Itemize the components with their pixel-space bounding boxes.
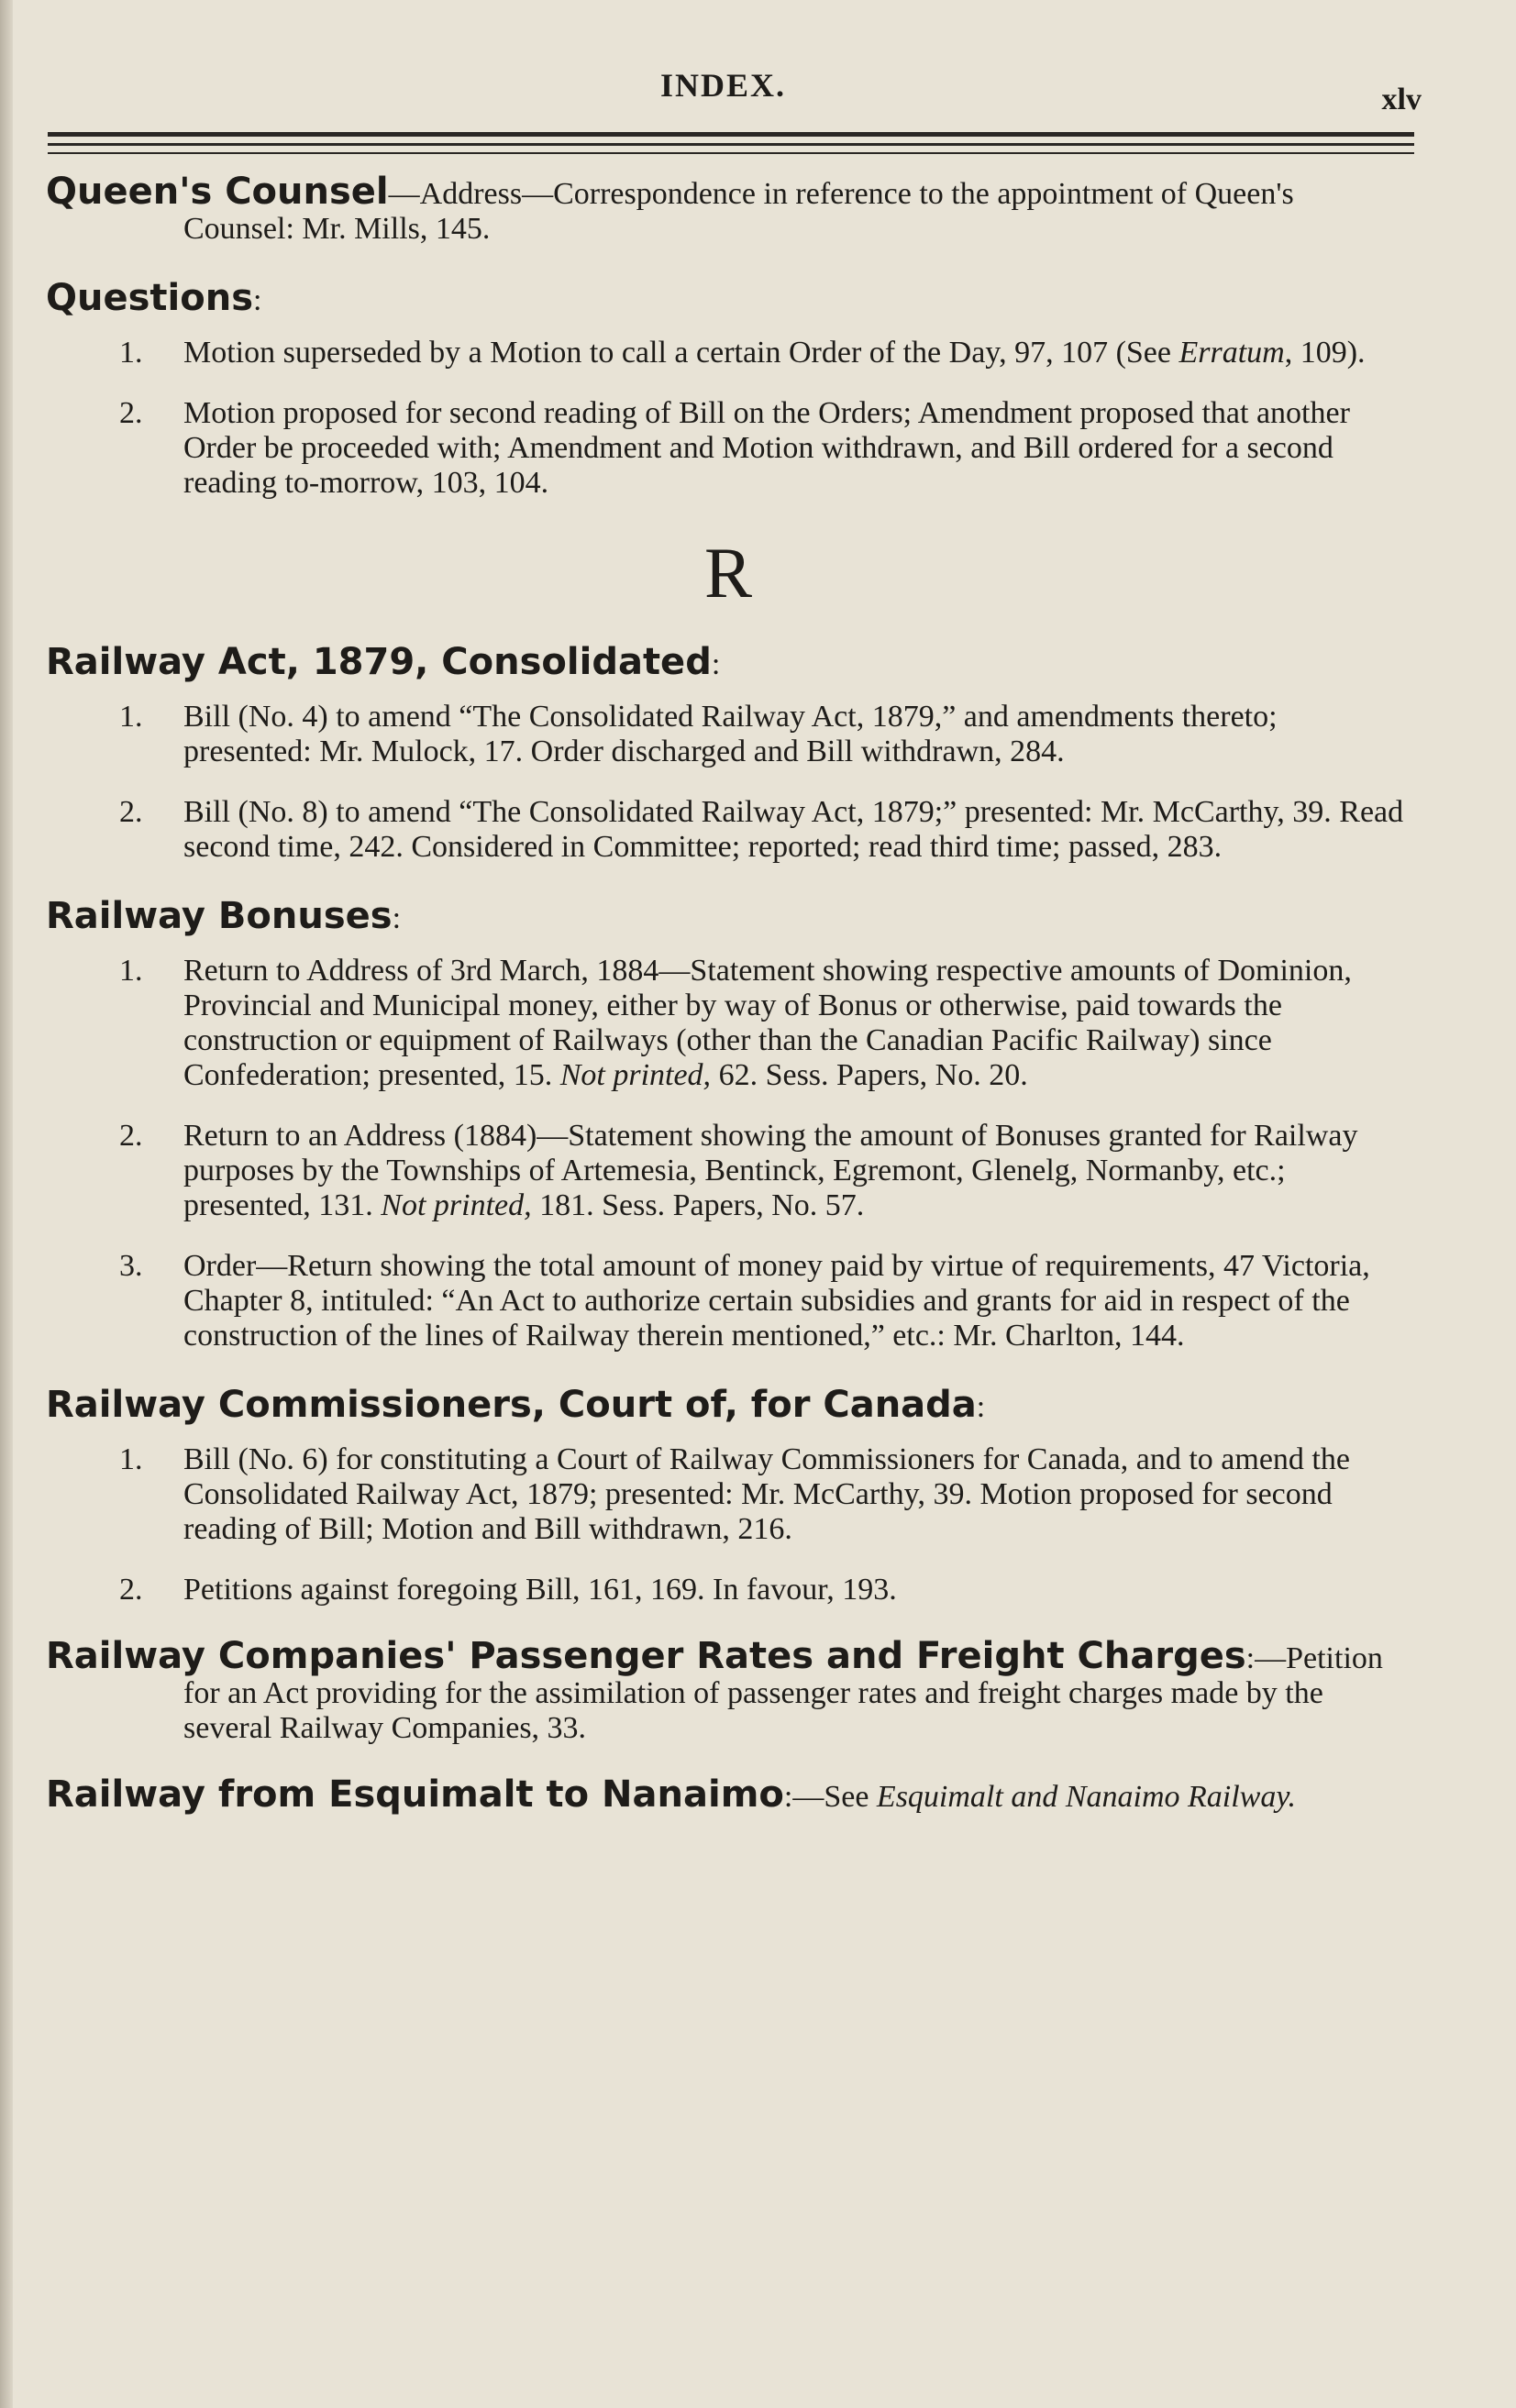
header-rule-thick	[48, 132, 1414, 137]
list-item	[46, 1573, 1412, 1607]
item-number: 1.	[119, 336, 143, 370]
sub-list	[46, 1442, 1412, 1607]
entry-heading: Railway Commissioners, Court of, for Canada:	[46, 1384, 986, 1426]
item-number: 1.	[119, 954, 143, 988]
item-text: Motion superseded by a Motion to call a certain Order of the Day, 97, 107 (See	[183, 336, 1179, 370]
entry-railway-companies	[46, 1635, 1412, 1746]
entry-questions	[46, 278, 1412, 501]
entry-text: Address—Correspondence in reference to the appointment of Queen's Counsel: Mr. Mills, 145.	[183, 177, 1294, 246]
list-item	[46, 1119, 1412, 1223]
entry-heading: Railway Companies' Passenger Rates and Freight Charges	[46, 1635, 1246, 1677]
running-header	[37, 66, 1422, 116]
header-title: INDEX.	[660, 67, 787, 104]
entry-heading-text: Railway Bonuses	[46, 895, 393, 937]
list-item	[46, 954, 1412, 1093]
entry-heading-text: Questions	[46, 277, 254, 319]
sub-list	[46, 954, 1412, 1353]
page-binding-edge	[0, 0, 13, 2408]
item-text-after: , 109).	[1284, 336, 1366, 370]
item-italic: Not printed,	[559, 1058, 712, 1092]
entry-heading: Railway Bonuses:	[46, 895, 402, 937]
item-number: 2.	[119, 1119, 143, 1153]
list-item	[46, 795, 1412, 865]
item-number: 1.	[119, 700, 143, 734]
index-content	[46, 171, 1412, 1846]
header-rule-middle	[48, 143, 1414, 146]
entry-railway-companies-text	[46, 1635, 1412, 1746]
entry-heading-text: Railway Act, 1879, Consolidated	[46, 641, 712, 683]
entry-queens-counsel	[46, 171, 1412, 247]
item-text: Motion proposed for second reading of Bill on the Orders; Amendment proposed that another Order be proceeded with; Amendment and Motion withdrawn, and Bill ordered for a second reading to-morrow, 103, 104.	[183, 396, 1350, 500]
header-rule-thin	[48, 152, 1414, 154]
entry-railway-act	[46, 642, 1412, 865]
entry-heading: Questions:	[46, 277, 262, 319]
entry-text: :—See	[783, 1780, 877, 1814]
see-reference: Esquimalt and Nanaimo Railway.	[876, 1780, 1297, 1814]
section-letter: R	[703, 533, 755, 613]
list-item	[46, 1442, 1412, 1547]
entry-heading: Railway Act, 1879, Consolidated:	[46, 641, 721, 683]
item-text: Order—Return showing the total amount of money paid by virtue of requirements, 47 Victoria, Chapter 8, intituled: “An Act to authorize certain subsidies and grants for aid in respect of the construction of the lines of Railway therein mentioned,” etc.: Mr. Charlton, 144.	[183, 1249, 1370, 1353]
list-item	[46, 1249, 1412, 1353]
item-number: 2.	[119, 396, 143, 430]
entry-railway-bonuses	[46, 896, 1412, 1353]
list-item	[46, 396, 1412, 501]
entry-railway-esquimalt-text	[46, 1773, 1412, 1816]
item-text-after: 62. Sess. Papers, No. 20.	[711, 1058, 1028, 1092]
item-text: Return to an Address (1884)—Statement showing the amount of Bonuses granted for Railway purposes by the Townships of Artemesia, Bentinck, Egremont, Glenelg, Normanby, etc.; presented, 131.	[183, 1119, 1358, 1222]
item-number: 1.	[119, 1442, 143, 1476]
list-item	[46, 336, 1412, 370]
entry-heading-text: Railway Commissioners, Court of, for Canada	[46, 1384, 977, 1426]
item-text-after: 181. Sess. Papers, No. 57.	[531, 1188, 865, 1222]
item-text: Bill (No. 8) to amend “The Consolidated Railway Act, 1879;” presented: Mr. McCarthy, 39. Read second time, 242. Considered in Committee; reported; read third time; passed, 283.	[183, 795, 1404, 864]
item-text: Return to Address of 3rd March, 1884—Statement showing respective amounts of Dominion, Provincial and Municipal money, either by way of Bonus or otherwise, paid towards the construction or equipment of Railways (other than the Canadian Pacific Railway) since Confederation; presented, 15.	[183, 954, 1352, 1092]
page-number: xlv	[1381, 83, 1422, 116]
entry-heading: Queen's Counsel	[46, 171, 389, 213]
list-item	[46, 700, 1412, 769]
item-text: Bill (No. 6) for constituting a Court of Railway Commissioners for Canada, and to amend the Consolidated Railway Act, 1879; presented: Mr. McCarthy, 39. Motion proposed for second reading of Bill; Motion and Bill withdrawn, 216.	[183, 1442, 1350, 1546]
entry-railway-commissioners	[46, 1385, 1412, 1607]
entry-queens-counsel-text: Queen's Counsel—Address—Correspondence in reference to the appointment of Queen's Counsel: Mr. Mills, 145.	[46, 171, 1294, 246]
item-italic: Not printed,	[381, 1188, 532, 1222]
item-text: Petitions against foregoing Bill, 161, 169. In favour, 193.	[183, 1573, 897, 1607]
entry-text: :—Petition for an Act providing for the assimilation of passenger rates and freight charges made by the several Railway Companies, 33.	[183, 1641, 1383, 1745]
item-italic: Erratum	[1178, 336, 1285, 370]
item-number: 2.	[119, 1573, 143, 1607]
item-number: 2.	[119, 795, 143, 829]
sub-list	[46, 336, 1412, 501]
entry-heading: Railway from Esquimalt to Nanaimo	[46, 1773, 784, 1816]
sub-list	[46, 700, 1412, 865]
item-text: Bill (No. 4) to amend “The Consolidated Railway Act, 1879,” and amendments thereto; presented: Mr. Mulock, 17. Order discharged and Bill withdrawn, 284.	[183, 700, 1278, 768]
entry-railway-esquimalt	[46, 1773, 1412, 1816]
item-number: 3.	[119, 1249, 143, 1283]
